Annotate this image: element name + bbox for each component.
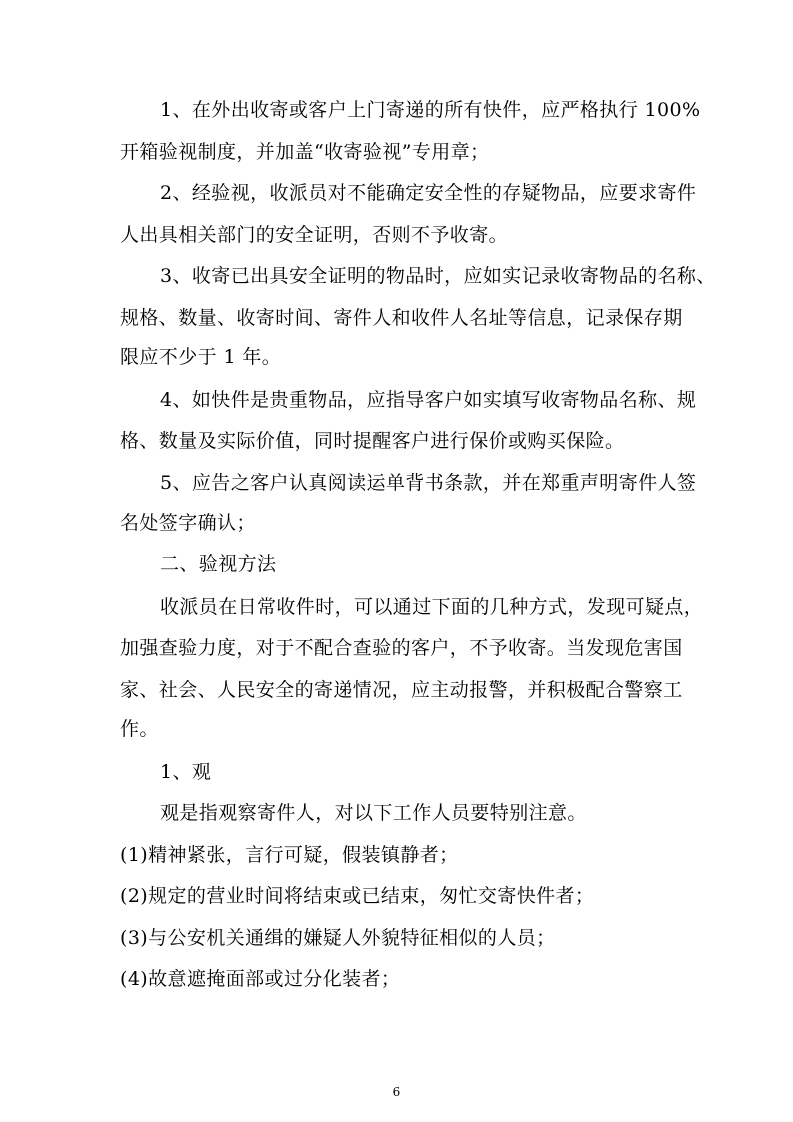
- paragraph-line: 3、收寄已出具安全证明的物品时，应如实记录收寄物品的名称、: [160, 265, 716, 287]
- paragraph-line: 规格、数量、收寄时间、寄件人和收件人名址等信息，记录保存期: [120, 307, 683, 329]
- list-item: (1)精神紧张，言行可疑，假装镇静者；: [120, 844, 459, 866]
- paragraph-line: 2、经验视，收派员对不能确定安全性的存疑物品，应要求寄件: [160, 182, 697, 204]
- paragraph-line: 格、数量及实际价值，同时提醒客户进行保价或购买保险。: [120, 430, 625, 452]
- paragraph-line: 开箱验视制度，并加盖“收寄验视”专用章；: [120, 141, 490, 163]
- paragraph-line: 家、社会、人民安全的寄递情况，应主动报警，并积极配合警察工: [120, 679, 683, 701]
- list-item: (2)规定的营业时间将结束或已结束，匆忙交寄快件者；: [120, 885, 595, 907]
- paragraph-line: 观是指观察寄件人，对以下工作人员要特别注意。: [160, 802, 587, 824]
- paragraph-line: 限应不少于 1 年。: [120, 346, 282, 368]
- subsection-heading: 1、观: [160, 761, 212, 783]
- section-heading: 二、验视方法: [160, 553, 277, 575]
- paragraph-line: 人出具相关部门的安全证明，否则不予收寄。: [120, 224, 509, 246]
- paragraph-line: 加强查验力度，对于不配合查验的客户，不予收寄。当发现危害国: [120, 637, 683, 659]
- list-item: (3)与公安机关通缉的嫌疑人外貌特征相似的人员；: [120, 927, 556, 949]
- paragraph-line: 作。: [120, 718, 159, 740]
- page-number: 6: [392, 1085, 401, 1099]
- paragraph-line: 4、如快件是贵重物品，应指导客户如实填写收寄物品名称、规: [160, 389, 697, 411]
- list-item: (4)故意遮掩面部或过分化装者；: [120, 968, 401, 990]
- paragraph-line: 1、在外出收寄或客户上门寄递的所有快件，应严格执行 100%: [160, 99, 701, 121]
- paragraph-line: 收派员在日常收件时，可以通过下面的几种方式，发现可疑点，: [160, 596, 704, 618]
- paragraph-line: 名处签字确认；: [120, 512, 256, 534]
- paragraph-line: 5、应告之客户认真阅读运单背书条款，并在郑重声明寄件人签: [160, 472, 697, 494]
